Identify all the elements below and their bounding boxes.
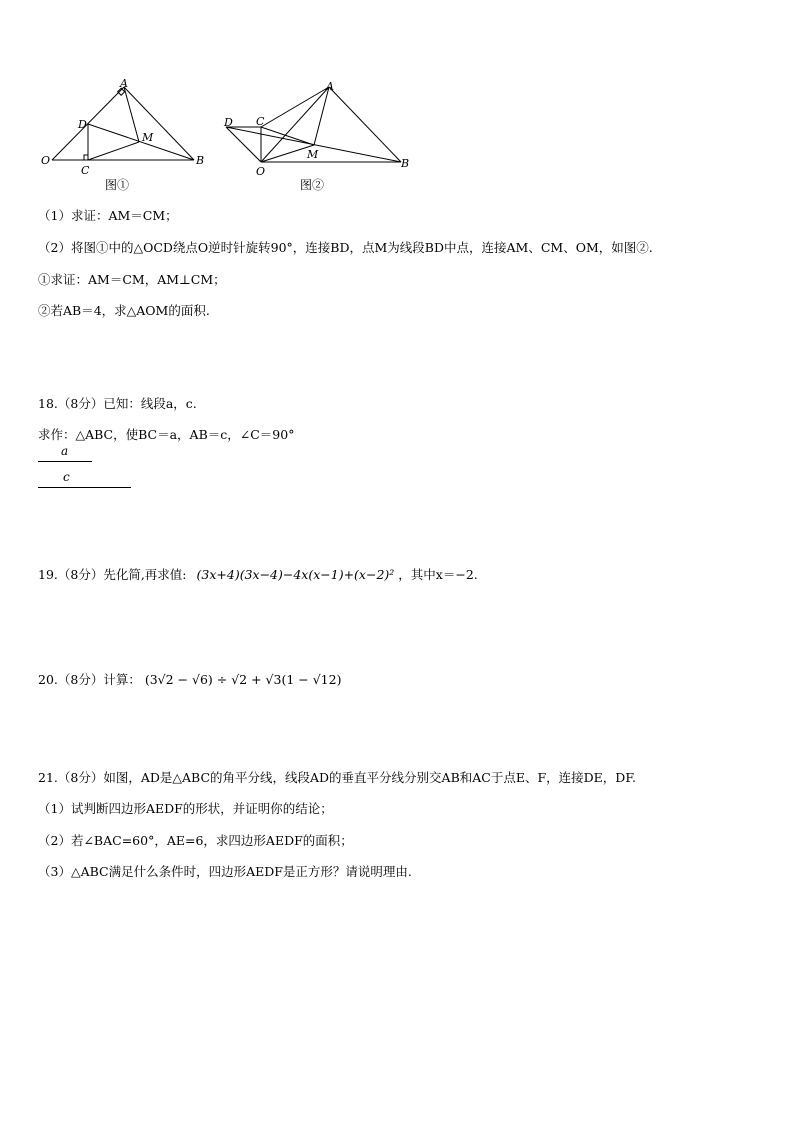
fig1-label-B: B	[196, 154, 205, 167]
fig2-label-M: M	[307, 148, 319, 161]
fig1-caption: 图①	[105, 178, 130, 192]
q17-part-2-2: ②若AB＝4，求△AOM的面积.	[38, 303, 210, 318]
fig2-label-O: O	[256, 165, 266, 178]
segment-c-label: c	[63, 470, 70, 484]
q18-stem: 18.（8分）已知：线段a，c.	[38, 396, 197, 411]
fig2-seg-AB	[329, 87, 401, 162]
fig2-label-B: B	[401, 157, 410, 170]
fig2-label-D: D	[224, 116, 233, 129]
q20-expression: (3√2 − √6) ÷ √2 + √3(1 − √12)	[144, 672, 342, 687]
fig2-label-C: C	[256, 115, 265, 128]
q20-line	[38, 671, 341, 689]
fig1-label-A: A	[120, 78, 128, 90]
fig1-label-C: C	[81, 164, 90, 177]
fig2-caption: 图②	[300, 178, 325, 192]
q17-part-2: （2）将图①中的△OCD绕点O逆时针旋转90°，连接BD，点M为线段BD中点，连接AM、CM、OM，如图②.	[38, 240, 653, 255]
figure-1	[38, 78, 213, 196]
q21-part-1: （1）试判断四边形AEDF的形状，并证明你的结论；	[38, 801, 333, 816]
segment-a	[38, 445, 92, 462]
fig1-label-O: O	[41, 154, 51, 167]
fig1-seg-AB	[124, 87, 194, 160]
q21-stem: 21.（8分）如图，AD是△ABC的角平分线，线段AD的垂直平分线分别交AB和AC于点E、F，连接DE，DF.	[38, 770, 637, 785]
fig1-seg-CM	[88, 142, 139, 160]
fig2-label-A: A	[326, 80, 334, 93]
q18-task: 求作：△ABC，使BC＝a，AB＝c，∠C＝90°	[38, 427, 295, 442]
q19-prefix: 19.（8分）先化简,再求值:	[38, 567, 187, 582]
segment-c	[38, 471, 131, 488]
segment-a-label: a	[61, 444, 69, 458]
fig2-seg-DO	[226, 127, 261, 162]
q17-part-1: （1）求证：AM＝CM；	[38, 208, 178, 223]
q21-part-3: （3）△ABC满足什么条件时，四边形AEDF是正方形？请说明理由.	[38, 864, 412, 879]
fig1-label-D: D	[78, 118, 87, 131]
q19-line	[38, 566, 478, 584]
q21-part-2: （2）若∠BAC=60°，AE=6，求四边形AEDF的面积；	[38, 833, 353, 848]
fig2-seg-CA	[261, 87, 329, 127]
figure-2	[218, 78, 418, 196]
q20-prefix: 20.（8分）计算：	[38, 672, 141, 687]
q17-part-2-1: ①求证：AM＝CM，AM⊥CM；	[38, 272, 226, 287]
q19-suffix: ，其中x＝−2.	[398, 567, 478, 582]
fig1-right-angle-C	[84, 155, 88, 160]
fig1-label-M: M	[142, 131, 154, 144]
q19-expression: (3x+4)(3x−4)−4x(x−1)+(x−2)²	[196, 567, 395, 582]
